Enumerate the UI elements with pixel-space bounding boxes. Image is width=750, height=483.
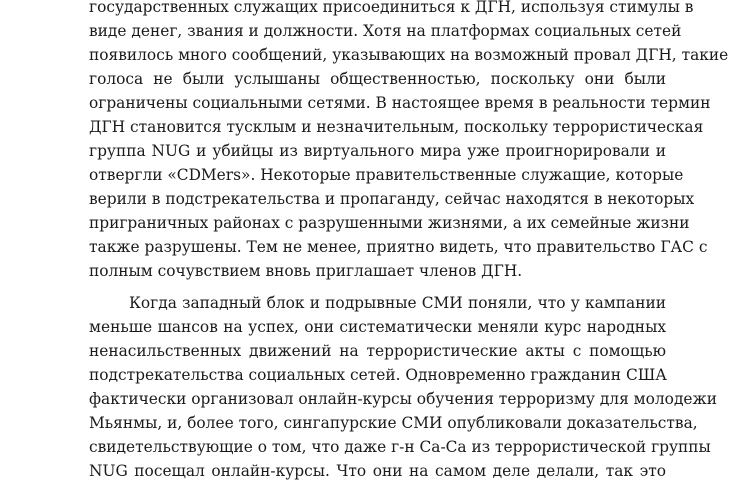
- paragraph-1-line: ограничены социальными сетями. В настоящее время в реальности термин: [89, 94, 711, 112]
- paragraph-2-line: свидетельствующие о том, что даже г-н Са-Са из террористической группы: [89, 438, 711, 456]
- paragraph-1-line: голоса не были услышаны общественностью, поскольку они были: [89, 70, 666, 88]
- paragraph-1-line: группа NUG и убийцы из виртуального мира уже проигнорировали и: [89, 142, 666, 160]
- paragraph-2-line: Мьянмы, и, более того, сингапурские СМИ опубликовали доказательства,: [89, 414, 698, 432]
- paragraph-2-line: NUG посещал онлайн-курсы. Что они на самом деле делали, так это: [89, 462, 666, 480]
- paragraph-1-line: появилось много сообщений, указывающих на возможный провал ДГН, такие: [89, 46, 729, 64]
- paragraph-1-line: полным сочувствием вновь приглашает членов ДГН.: [89, 262, 523, 280]
- paragraph-2-line: Когда западный блок и подрывные СМИ поняли, что у кампании: [129, 294, 666, 312]
- paragraph-1-line: отвергли «CDMers». Некоторые правительственные служащие, которые: [89, 166, 684, 184]
- paragraph-1-line: государственных служащих присоединиться к ДГН, используя стимулы в: [89, 0, 694, 16]
- paragraph-2-line: фактически организовал онлайн-курсы обучения терроризму для молодежи: [89, 390, 717, 408]
- paragraph-1-line: ДГН становится тусклым и незначительным, поскольку террористическая: [89, 118, 704, 136]
- paragraph-2-line: ненасильственных движений на террористические акты с помощью: [89, 342, 666, 360]
- paragraph-2-line: подстрекательства социальных сетей. Одновременно гражданин США: [89, 366, 667, 384]
- paragraph-2-line: меньше шансов на успех, они систематически меняли курс народных: [89, 318, 666, 336]
- paragraph-1-line: также разрушены. Тем не менее, приятно видеть, что правительство ГАС с: [89, 238, 708, 256]
- paragraph-1-line: приграничных районах с разрушенными жизнями, а их семейные жизни: [89, 214, 690, 232]
- paragraph-1-line: верили в подстрекательства и пропаганду, сейчас находятся в некоторых: [89, 190, 695, 208]
- paragraph-1-line: виде денег, звания и должности. Хотя на платформах социальных сетей: [89, 22, 682, 40]
